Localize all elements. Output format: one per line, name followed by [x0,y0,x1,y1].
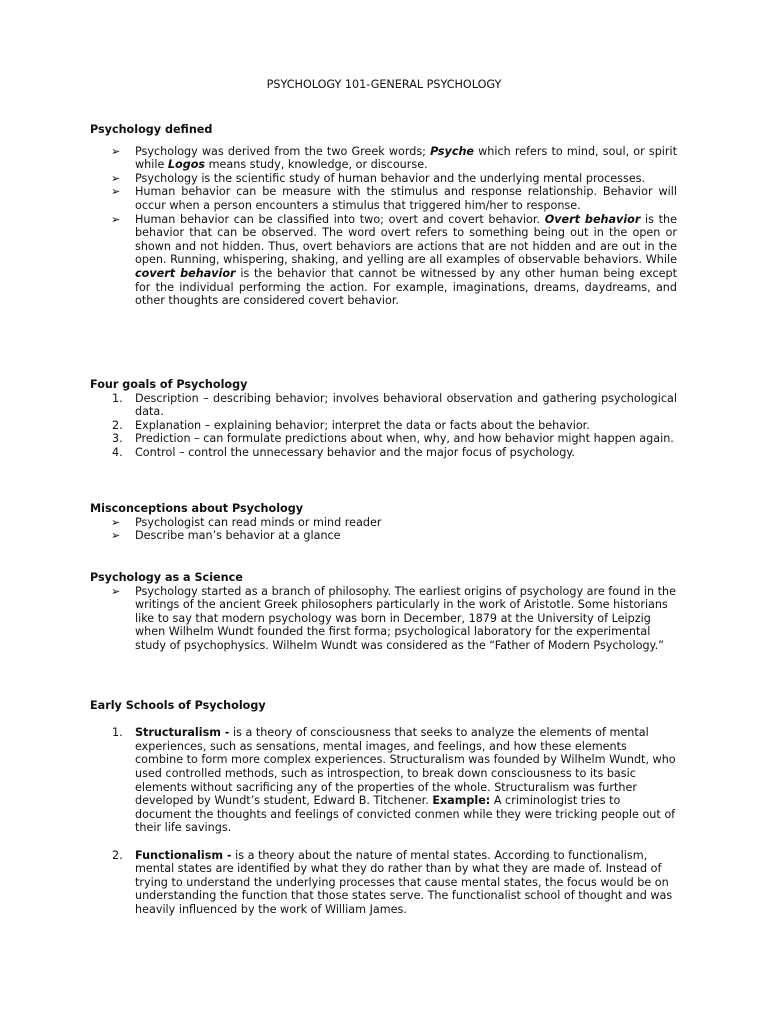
section-heading: Early Schools of Psychology [90,699,266,712]
bullet-list [90,145,677,308]
arrow-bullet-icon: ➢ [111,529,121,543]
list-item: ➢ Psychologist can read minds or mind reader [111,515,382,529]
arrow-bullet-icon: ➢ [111,171,121,185]
section-heading: Four goals of Psychology [90,378,248,391]
arrow-bullet-icon: ➢ [111,212,121,226]
arrow-bullet-icon: ➢ [111,144,121,158]
list-item: ➢ Describe man’s behavior at a glance [111,529,341,543]
list-item: 4. Control – control the unnecessary behavior and the major focus of psychology. [112,445,575,459]
term-covert-behavior: covert behavior [135,266,236,280]
section-heading: Psychology defined [90,123,213,136]
bullet-list [90,585,677,653]
list-item: 1. Description – describing behavior; involves behavioral observation and gathering psychological data. [112,391,677,419]
list-item: ➢ Psychology is the scientific study of human behavior and the underlying mental processes. [111,171,646,185]
term-psyche: Psyche [430,144,475,158]
section-heading: Psychology as a Science [90,571,243,584]
section-psychology-science [90,571,677,653]
arrow-bullet-icon: ➢ [111,185,121,199]
document-title: PSYCHOLOGY 101-GENERAL PSYCHOLOGY [266,78,502,91]
term-logos: Logos [167,158,206,172]
arrow-bullet-icon: ➢ [111,515,121,529]
list-item: 2. Explanation – explaining behavior; interpret the data or facts about the behavior. [112,418,590,432]
section-four-goals [90,378,677,460]
list-item: ➢ Psychology was derived from the two Greek words; Psyche which refers to mind, soul, or spirit while Logos means study, knowledge, or discourse. [111,144,677,172]
list-item: 1. Structuralism - is a theory of consciousness that seeks to analyze the elements of mental experiences, such as sensations, mental images, and feelings, and how these elements combine to form more complex experiences. Structuralism was founded by Wilhelm Wundt, who used controlled methods, such as introspection, to break down consciousness to its basic elements without sacrificing any of the properties of the whole. Structuralism was further developed by Wundt’s student, Edward B. Titchener. Example: A criminologist tries to document the thoughts and feelings of convicted conmen while they were tricking people out of their life savings. [112,726,676,835]
example-label: Example: [432,794,491,808]
list-item: ➢ Psychology started as a branch of philosophy. The earliest origins of psychology are found in the writings of the ancient Greek philosophers particularly in the work of Aristotle. Some historians like to say that modern psychology was born in December, 1879 at the University of Leipzig when Wilhelm Wundt founded the first forma; psychological laboratory for the experimental study of psychophysics. Wilhelm Wundt was considered as the “Father of Modern Psychology.” [111,584,677,652]
section-early-schools [90,699,677,917]
section-heading: Misconceptions about Psychology [90,502,304,515]
list-item: 3. Prediction – can formulate predictions about when, why, and how behavior might happen again. [112,432,674,446]
list-item: 2. Functionalism - is a theory about the nature of mental states. According to functionalism, mental states are identified by what they do rather than by what they are made of. Instead of trying to understand the underlying processes that cause mental states, the focus would be on understanding the function that those states serve. The functionalist school of thought and was heavily influenced by the work of William James. [112,848,673,916]
term-structuralism: Structuralism - [135,726,230,740]
section-misconceptions [90,502,677,543]
list-item: ➢ Human behavior can be measure with the stimulus and response relationship. Behavior will occur when a person encounters a stimulus that triggered him/her to response. [111,185,677,212]
bullet-list [90,516,677,543]
section-psychology-defined [90,123,677,308]
term-functionalism: Functionalism - [135,848,232,862]
arrow-bullet-icon: ➢ [111,584,121,598]
term-overt-behavior: Overt behavior [544,212,641,226]
numbered-list [90,392,677,460]
list-item: ➢ Human behavior can be classified into two; overt and covert behavior. Overt behavior is the behavior that can be observed. The word overt refers to something being out in the open or shown and not hidden. Thus, overt behaviors are actions that are not hidden and are out in the open. Running, whispering, shaking, and yelling are all examples of observable behaviors. While covert behavior is the behavior that cannot be witnessed by any other human being except for the individual performing the action. For example, imaginations, dreams, daydreams, and other thoughts are considered covert behavior. [111,212,677,308]
numbered-list [90,726,677,916]
